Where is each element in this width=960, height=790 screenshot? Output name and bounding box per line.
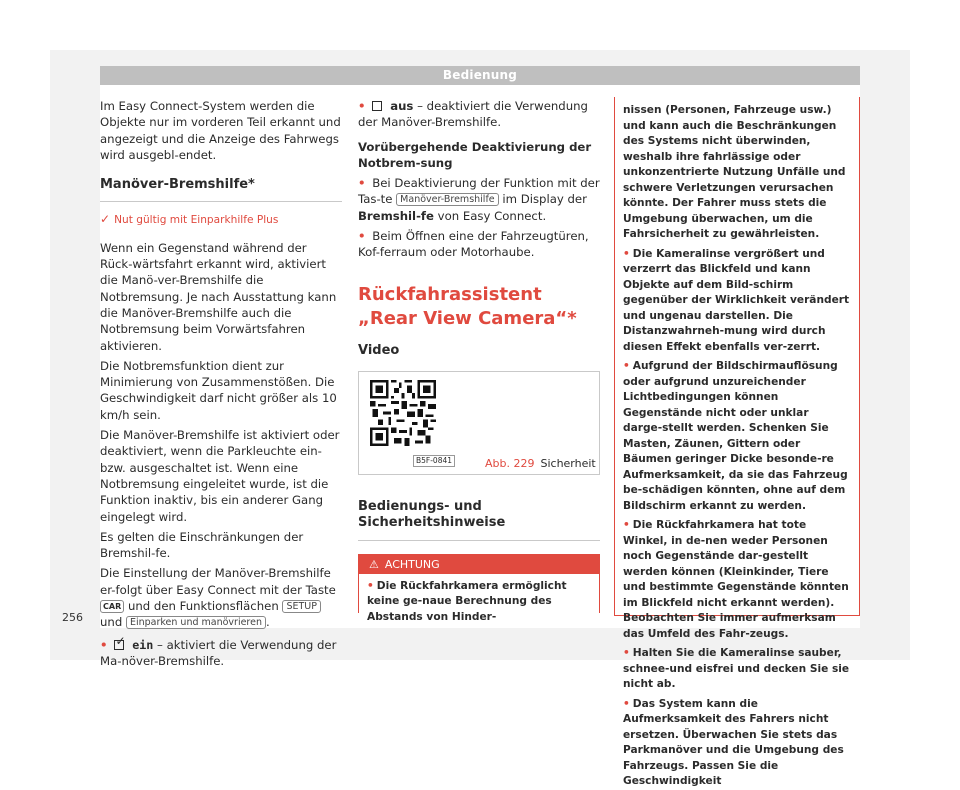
bullet-icon: • (623, 519, 630, 531)
checkbox-empty-icon (372, 101, 382, 111)
qr-code-image (370, 380, 436, 446)
page-number: 256 (62, 611, 83, 624)
validity-note (100, 211, 342, 228)
paragraph: Es gelten die Einschränkungen der Bremshil-fe. (100, 529, 304, 561)
text: Halten Sie die Kameralinse sauber, schnee-und eisfrei und decken Sie sie nicht ab. (623, 647, 850, 690)
checkbox-checked-icon: ✓ (115, 633, 126, 648)
text: und den Funktionsflächen (127, 599, 279, 614)
warning-text: Die Rückfahrkamera ermöglicht keine ge-naue Berechnung des Abstands von Hinder- (367, 579, 567, 623)
column-middle (358, 98, 600, 623)
text: Beim Öffnen eine der Fahrzeugtüren, Kof-ferraum oder Motorhaube. (358, 229, 589, 260)
figure-caption (485, 456, 596, 472)
figure-caption-text: Sicherheit (540, 456, 596, 470)
text: von Easy Connect. (437, 208, 547, 223)
bullet-icon: • (623, 697, 630, 710)
intro-paragraph: Im Easy Connect-System werden die Objekte nur im vorderen Teil erkannt und angezeigt und die Anzeige des Fahrwegs wird ausgebl-endet. (100, 99, 341, 162)
warning-title: ACHTUNG (384, 557, 440, 571)
bullet-icon: • (358, 229, 366, 244)
warning-body (359, 574, 599, 626)
text: Das System kann die Aufmerksamkeit des Fahrers nicht ersetzen. Überwachen Sie stets das Parkmanöver und die Umgebung des Fahrzeugs. Passen Sie die Geschwindigkeit (623, 697, 844, 787)
figure-box (358, 371, 600, 475)
aus-text: – deaktiviert die Verwendung der Manöver-Bremshilfe. (358, 99, 588, 130)
option-ein (100, 633, 342, 670)
warning-triangle-icon: ⚠ (369, 557, 379, 571)
warning-bullet (623, 697, 851, 790)
section-title: Manöver-Bremshilfe* (100, 177, 342, 202)
bullet-icon: • (623, 647, 630, 659)
car-key-icon: CAR (100, 600, 124, 613)
paragraph: Wenn ein Gegenstand während der Rück-wärtsfahrt erkannt wird, aktiviert die Manö-ver-Bremshilfe die Notbremsung. Je nach Ausstattung kann die Manöver-Bremshilfe auch die Notbremsung beim Vorwärtsfahren aktivieren. (100, 240, 337, 353)
warning-bullet (623, 247, 851, 356)
warning-bullet (623, 646, 851, 693)
bullet-icon: • (358, 176, 366, 191)
warning-box (358, 554, 600, 623)
bullet-icon: • (358, 99, 366, 113)
paragraph: Die Notbremsfunktion dient zur Minimierung von Zusammenstößen. Die Geschwindigkeit darf nicht größer als 10 km/h sein. (100, 358, 337, 422)
warning-bullet (623, 518, 851, 642)
bullet-icon: • (367, 579, 374, 592)
aus-label: aus (390, 99, 414, 113)
text: Die Rückfahrkamera hat tote Winkel, in de-nen weder Personen noch Gegenstände dar-gestellt werden können (Kleinkinder, Tiere und bestimmte Gegenstände könnten im Blickfeld nicht erkannt werden). Beobachten Sie immer aufmerksam das Umfeld des Fahr-zeugs. (623, 519, 849, 640)
text: Bei Deaktivierung der Funktion mit der Tas-te (358, 176, 600, 207)
bullet-icon: • (100, 637, 108, 652)
maneuver-key: Einparken und manövrieren (126, 616, 266, 629)
text: im Display der (502, 192, 587, 207)
video-label: Video (358, 342, 400, 358)
warning-bullet (623, 359, 851, 514)
temp-deactivation-heading: Vorübergehende Deaktivierung der Notbrem-sung (358, 139, 592, 170)
safety-heading: Bedienungs- und Sicherheitshinweise (358, 499, 600, 541)
text: Die Kameralinse vergrößert und verzerrt das Blickfeld und kann Objekte auf dem Bild-schirm gegenüber der Wirklichkeit verändert und ungenau darstellen. Die Distanzwahrneh-mung wird durch diesen Effekt ebenfalls ver-zerrt. (623, 247, 850, 353)
maneuver-brake-key: Manöver-Bremshilfe (396, 193, 498, 206)
page-header: Bedienung (100, 66, 860, 85)
setup-key: SETUP (282, 600, 321, 613)
ein-text: – aktiviert die Verwendung der Ma-növer-Bremshilfe. (100, 637, 337, 668)
text: Aufgrund der Bildschirmauflösung oder aufgrund unzureichender Lichtbedingungen können Gegenstände nicht oder unklar darge-stellt werden. Schenken Sie Masten, Zäunen, Gittern oder Bäumen geringer Dicke besonde-re Aufmerksamkeit, da sie das Fahrzeug be-schädigen könnten, ohne auf dem Bildschirm erkannt zu werden. (623, 360, 848, 512)
bullet-icon: • (623, 360, 630, 372)
option-aus (358, 98, 600, 131)
check-icon: ✓ (100, 212, 111, 227)
bullet-item (358, 175, 600, 224)
warning-text: nissen (Personen, Fahrzeuge usw.) und kann auch die Beschränkungen des Systems nicht überwinden, weshalb ihre fahrlässige oder unkonzentrierte Nutzung Unfälle und schwere Verletzungen verursachen könnte. Der Fahrer muss stets die Umgebung überwachen, um die Fahrsicherheit zu gewährleisten. (623, 104, 846, 240)
text: Die Einstellung der Manöver-Bremshilfe er-folgt über Easy Connect mit der Taste (100, 566, 336, 597)
paragraph-setting (100, 565, 342, 630)
qr-id-label: B5F-0841 (413, 455, 455, 467)
validity-note-text: Nut gültig mit Einparkhilfe Plus (114, 214, 279, 227)
text-bold: Bremshil-fe (358, 208, 434, 223)
bullet-item (358, 228, 600, 261)
bullet-icon: • (623, 247, 630, 260)
column-left (100, 98, 342, 673)
paragraph: Die Manöver-Bremshilfe ist aktiviert oder deaktiviert, wenn die Parkleuchte ein- bzw. ausgeschaltet ist. Wenn eine Notbremsung eingeleitet wurde, ist die Funktion inaktiv, bis ein anderer Gang eingelegt wird. (100, 428, 340, 524)
text: . (266, 615, 270, 630)
warning-title-bar (359, 555, 599, 574)
text: und (100, 615, 123, 630)
warning-continuation-box (614, 97, 860, 787)
ein-label: ein (132, 637, 154, 652)
chapter-heading: Rückfahrassistent „Rear View Camera“* (358, 283, 577, 329)
figure-number: Abb. 229 (485, 456, 535, 470)
